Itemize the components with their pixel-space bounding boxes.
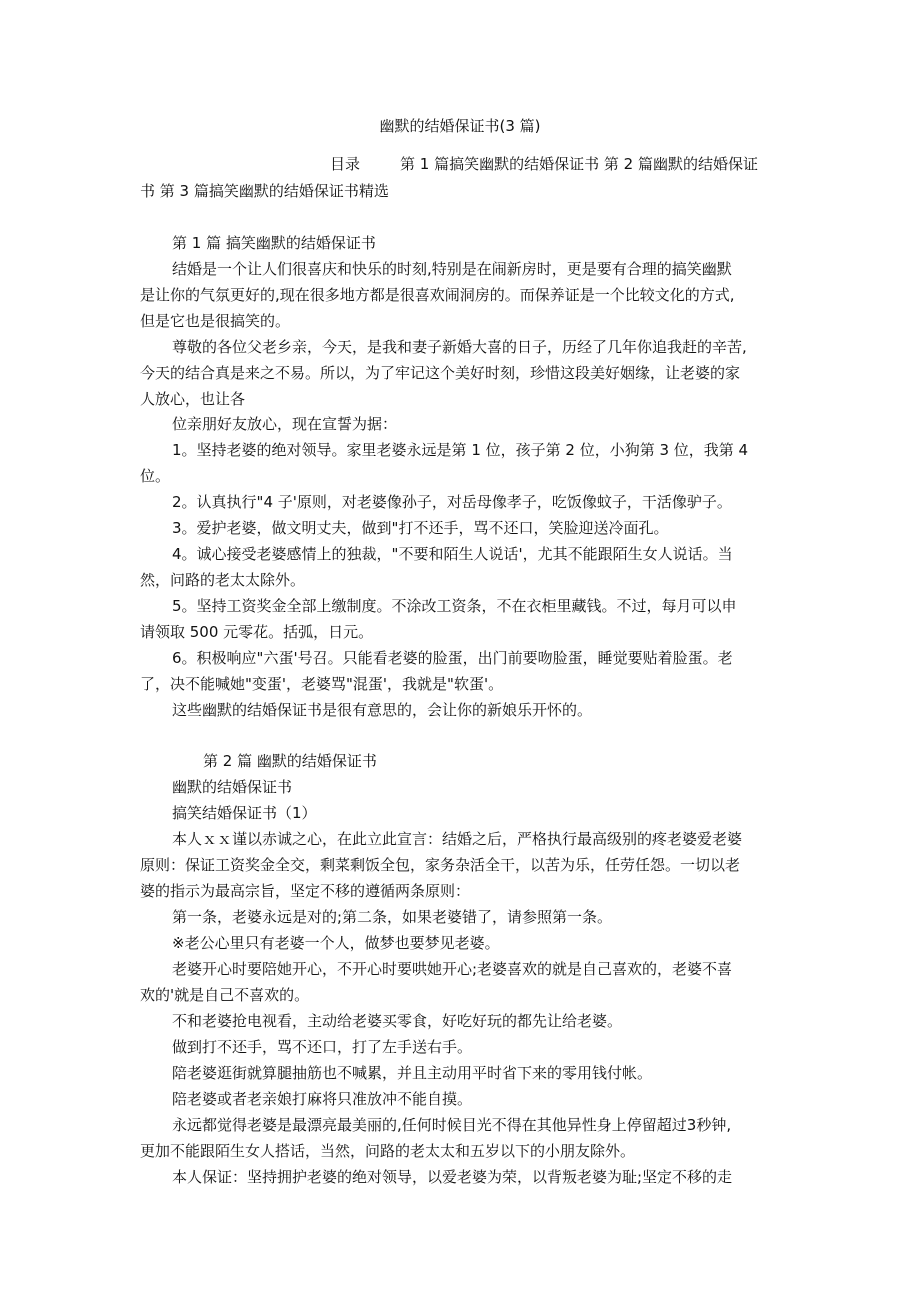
paragraph-line: 原则：保证工资奖金全交，剩菜剩饭全包，家务杂活全干，以苦为乐，任劳任怨。一切以老: [140, 856, 741, 874]
list-item-1: 1。坚持老婆的绝对领导。家里老婆永远是第 1 位，孩子第 2 位，小狗第 3 位，我第 4: [172, 441, 749, 459]
list-item-4-cont: 然，问路的老太太除外。: [140, 571, 306, 589]
section-2-heading: 第 2 篇 幽默的结婚保证书: [203, 752, 377, 770]
paragraph-line: 陪老婆或者老亲娘打麻将只准放冲不能自摸。: [172, 1090, 473, 1108]
paragraph-line: 位亲朋好友放心，现在宣誓为据：: [172, 415, 398, 433]
document-title: 幽默的结婚保证书(3 篇): [379, 117, 541, 135]
paragraph-line: 人放心，也让各: [140, 390, 246, 408]
paragraph-line: 本人保证：坚持拥护老婆的绝对领导，以爱老婆为荣，以背叛老婆为耻;坚定不移的走: [172, 1168, 733, 1186]
section-1-heading: 第 1 篇 搞笑幽默的结婚保证书: [172, 234, 376, 252]
paragraph-line: 搞笑结婚保证书（1）: [172, 804, 317, 822]
toc-line-1: [330, 153, 785, 175]
list-item-2: 2。认真执行"4 子'原则，对老婆像孙子，对岳母像孝子，吃饭像蚊子，干活像驴子。: [172, 493, 732, 511]
paragraph-line: 幽默的结婚保证书: [172, 778, 293, 796]
paragraph-line: 但是它也是很搞笑的。: [140, 312, 291, 330]
paragraph-line: 更加不能跟陌生女人搭话，当然，问路的老太太和五岁以下的小朋友除外。: [140, 1142, 636, 1160]
list-item-5-cont: 请领取 500 元零花。括弧，日元。: [140, 623, 374, 641]
paragraph-line: 第一条，老婆永远是对的;第二条，如果老婆错了，请参照第一条。: [172, 908, 613, 926]
list-item-6: 6。积极响应"六蛋'号召。只能看老婆的脸蛋，出门前要吻脸蛋，睡觉要贴着脸蛋。老: [172, 649, 733, 667]
list-item-3: 3。爱护老婆，做文明丈夫，做到"打不还手，骂不还口，笑脸迎送冷面孔。: [172, 519, 669, 537]
toc-label: 目录: [330, 155, 361, 173]
paragraph-line: 结婚是一个让人们很喜庆和快乐的时刻,特别是在闹新房时，更是要有合理的搞笑幽默: [172, 260, 732, 278]
list-item-5: 5。坚持工资奖金全部上缴制度。不涂改工资条，不在衣柜里藏钱。不过，每月可以申: [172, 597, 737, 615]
list-item-4: 4。诚心接受老婆感情上的独裁，"不要和陌生人说话'，尤其不能跟陌生女人说话。当: [172, 545, 733, 563]
toc-line-2: 书 第 3 篇搞笑幽默的结婚保证书精选: [140, 182, 389, 200]
paragraph-line: 尊敬的各位父老乡亲，今天，是我和妻子新婚大喜的日子，历经了几年你追我赶的辛苦,: [172, 338, 747, 356]
paragraph-line: 这些幽默的结婚保证书是很有意思的，会让你的新娘乐开怀的。: [172, 701, 593, 719]
paragraph-line: 老婆开心时要陪她开心，不开心时要哄她开心;老婆喜欢的就是自己喜欢的，老婆不喜: [172, 960, 733, 978]
paragraph-line: 欢的'就是自己不喜欢的。: [140, 986, 310, 1004]
paragraph-line: 是让你的气氛更好的,现在很多地方都是很喜欢闹洞房的。而保养证是一个比较文化的方式,: [140, 286, 735, 304]
list-item-1-cont: 位。: [140, 467, 171, 485]
paragraph-line: 做到打不还手，骂不还口，打了左手送右手。: [172, 1038, 473, 1056]
toc-entries-line-1: 第 1 篇搞笑幽默的结婚保证书 第 2 篇幽默的结婚保证: [400, 155, 758, 173]
paragraph-line: 陪老婆逛街就算腿抽筋也不喊累，并且主动用平时省下来的零用钱付帐。: [172, 1064, 653, 1082]
list-item-6-cont: 了，决不能喊她"变蛋'，老婆骂"混蛋'，我就是"软蛋'。: [140, 675, 504, 693]
paragraph-line: ※老公心里只有老婆一个人，做梦也要梦见老婆。: [172, 934, 500, 952]
paragraph-line: 本人ｘｘ谨以赤诚之心，在此立此宣言：结婚之后，严格执行最高级别的疼老婆爱老婆: [172, 830, 743, 848]
paragraph-line: 永远都觉得老婆是最漂亮最美丽的,任何时候目光不得在其他异性身上停留超过3秒钟,: [172, 1116, 732, 1134]
paragraph-line: 不和老婆抢电视看，主动给老婆买零食，好吃好玩的都先让给老婆。: [172, 1012, 623, 1030]
paragraph-line: 婆的指示为最高宗旨，坚定不移的遵循两条原则：: [140, 882, 471, 900]
paragraph-line: 今天的结合真是来之不易。所以，为了牢记这个美好时刻，珍惜这段美好姻缘，让老婆的家: [140, 364, 741, 382]
